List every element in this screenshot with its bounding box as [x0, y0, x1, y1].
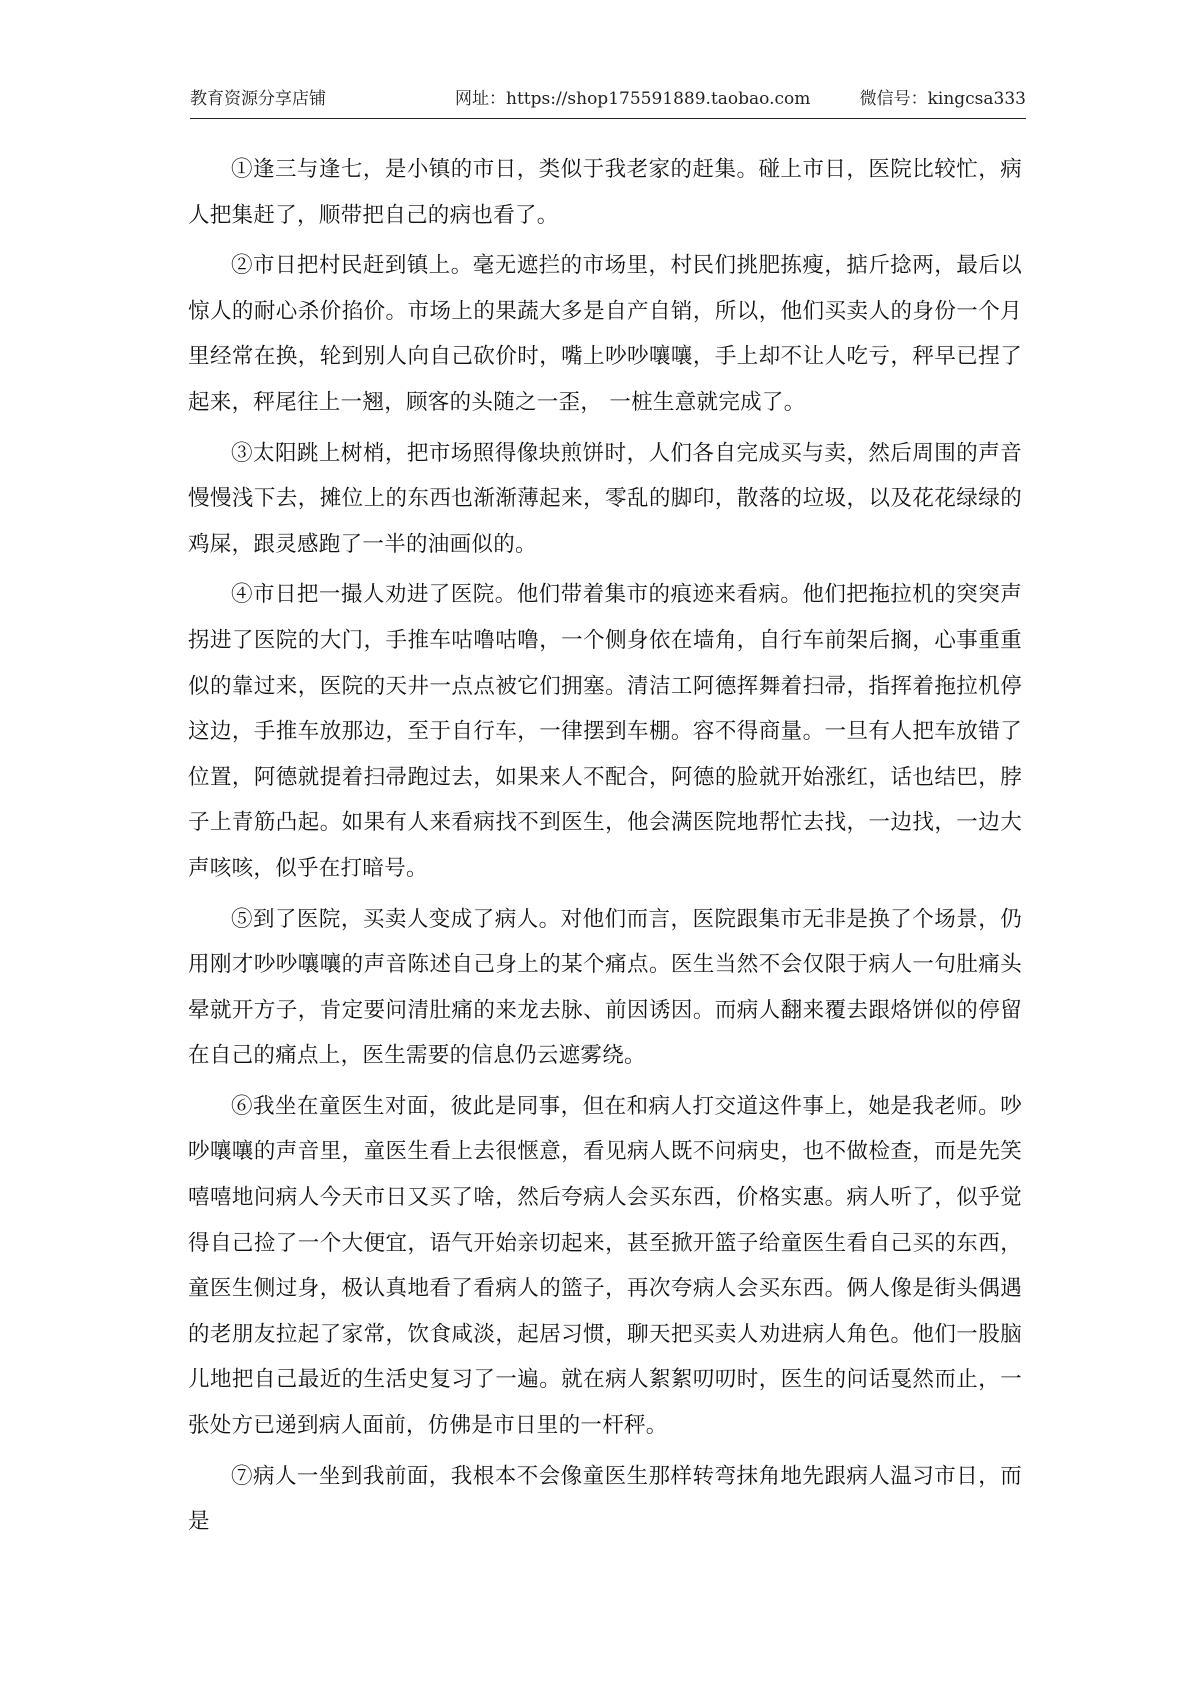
paragraph-4: ④市日把一撮人劝进了医院。他们带着集市的痕迹来看病。他们把拖拉机的突突声拐进了医院的大门，手推车咕噜咕噜，一个侧身依在墙角，自行车前架后搁，心事重重似的靠过来，医院的天井一点点被它们拥塞。清洁工阿德挥舞着扫帚，指挥着拖拉机停这边，手推车放那边，至于自行车，一律摆到车棚。容不得商量。一旦有人把车放错了位置，阿德就提着扫帚跑过去，如果来人不配合，阿德的脸就开始涨红，话也结巴，脖子上青筋凸起。如果有人来看病找不到医生，他会满医院地帮忙去找，一边找，一边大声咳咳，似乎在打暗号。 — [188, 582, 1022, 881]
paragraph-7: ⑦病人一坐到我前面，我根本不会像童医生那样转弯抹角地先跟病人温习市日，而是 — [188, 1463, 1022, 1535]
paragraph-3: ③太阳跳上树梢，把市场照得像块煎饼时，人们各自完成买与卖，然后周围的声音慢慢浅下去，摊位上的东西也渐渐薄起来，零乱的脚印，散落的垃圾，以及花花绿绿的鸡屎，跟灵感跑了一半的油画似的。 — [188, 440, 1022, 557]
header-url: 网址：https://shop175591889.taobao.com — [455, 89, 811, 109]
paragraph-5: ⑤到了医院，买卖人变成了病人。对他们而言，医院跟集市无非是换了个场景，仍用刚才吵吵嚷嚷的声音陈述自己身上的某个痛点。医生当然不会仅限于病人一句肚痛头晕就开方子，肯定要问清肚痛的来龙去脉、前因诱因。而病人翻来覆去跟烙饼似的停留在自己的痛点上，医生需要的信息仍云遮雾绕。 — [188, 906, 1022, 1069]
paragraph-2: ②市日把村民赶到镇上。毫无遮拦的市场里，村民们挑肥拣瘦，掂斤捻两，最后以惊人的耐心杀价掐价。市场上的果蔬大多是自产自销，所以，他们买卖人的身份一个月里经常在换，轮到别人向自己砍价时，嘴上吵吵嚷嚷，手上却不让人吃亏，秤早已捏了起来，秤尾往上一翘，顾客的头随之一歪， 一桩生意就完成了。 — [188, 253, 1022, 415]
header-shop-name: 教育资源分享店铺 — [190, 89, 326, 109]
article-body — [188, 147, 1022, 1550]
header-wechat: 微信号：kingcsa333 — [859, 89, 1026, 109]
page-header — [190, 84, 1026, 119]
paragraph-1: ①逢三与逢七，是小镇的市日，类似于我老家的赶集。碰上市日，医院比较忙，病人把集赶了，顺带把自己的病也看了。 — [188, 157, 1022, 228]
paragraph-6: ⑥我坐在童医生对面，彼此是同事，但在和病人打交道这件事上，她是我老师。吵吵嚷嚷的声音里，童医生看上去很惬意，看见病人既不问病史，也不做检查，而是先笑嘻嘻地问病人今天市日又买了啥，然后夸病人会买东西，价格实惠。病人听了，似乎觉得自己捡了一个大便宜，语气开始亲切起来，甚至掀开篮子给童医生看自己买的东西，童医生侧过身，极认真地看了看病人的篮子，再次夸病人会买东西。俩人像是街头偶遇的老朋友拉起了家常，饮食咸淡，起居习惯，聊天把买卖人劝进病人角色。他们一股脑儿地把自己最近的生活史复习了一遍。就在病人絮絮叨叨时，医生的问话戛然而止，一张处方已递到病人面前，仿佛是市日里的一杆秤。 — [188, 1093, 1022, 1439]
